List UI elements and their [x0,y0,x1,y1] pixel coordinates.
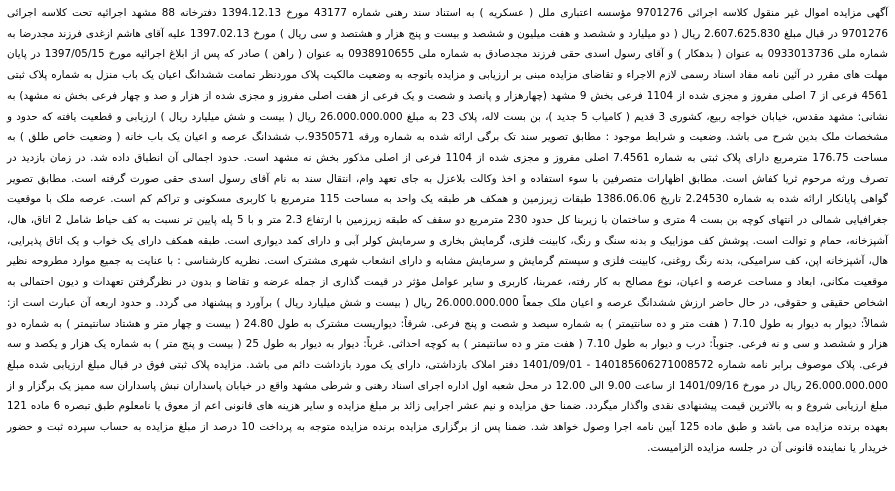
notice-body-text: آگهی مزایده اموال غیر منقول کلاسه اجرائی 9701276 مؤسسه اعتباری ملل ( عسکریه ) به استناد سند رهنی شماره 43177 مورخ 1394.12.13 دفترخانه 88 مشهد اجرائیه تحت کلاسه اجرائی 9701276 در قبال مبلغ 2.607.625.830 ریال ( دو میلیارد و ششصد و هفت میلیون و ششصد و بیست و پنج هزار و هشتصد و سی ریال ) مورخ 1397.02.13 علیه آقای هاشم ازغدی فرزند مجدرضا به شماره ملی 0933013736 به عنوان ( بدهکار ) و آقای رسول اسدی حقی فرزند مجدصادق به شماره ملی 0938910655 به عنوان ( راهن ) صادر که پس از ابلاغ اجرائیه مورخ 1397/05/15 در پایان مهلت های مقرر در آئین نامه مفاد اسناد رسمی لازم الاجراء و تقاضای مزایده مبنی بر ارزیابی و مزایده باتوجه به وضعیت مالکیت پلاک موردنظر تمامت ششدانگ اعیان یک باب منزل به شماره پلاک ثبتی 4561 فرعی از 7 اصلی مفروز و مجزی شده از 1104 فرعی بخش 9 مشهد (چهارهزار و پانصد و شصت و یک فرعی از هفت اصلی مفروز و مجزی شده از هزار و صد و چهار فرعی بخش نه مشهد) به نشانی: مشهد مقدس، خیابان خواجه ربیع، کشوری 3 قدیم ( کامیاب 5 جدید )، بن بست لاله، پلاک 23 به مبلغ 26.000.000.000 ریال ( بیست و شش میلیارد ریال ) ارزیابی و قطعیت یافته که حدود و مشخصات ملک بدین شرح می باشد. وضعیت و شرایط موجود : مطابق تصویر سند تک برگی ارائه شده به شماره ورقه 9350571.ب ششدانگ عرصه و اعیان یک باب خانه ( وضعیت خاص طلق ) به مساحت 176.75 مترمربع دارای پلاک ثبتی به شماره 7.4561 اصلی مفروز و مجزی شده از 1104 فرعی از اصلی مذکور بخش نه مشهد است. حدود اجمالی آن انطباق داده شد. در زمان بازدید در تصرف ورثه مرحوم ثریا کفاش است. مطابق اظهارات متصرفین با سوء استفاده و اخذ وکالت بلاعزل به جای تعهد وام، انتقال سند به نام آقای رسول اسدی حقی صورت گرفته است. مطابق تصویر گواهی پایانکار ارائه شده به شماره 2.24530 تاریخ 1386.06.06 طبقات زیرزمین و همکف هر طبقه یک واحد به مساحت 115 مترمربع با کاربری مسکونی و تراکم کم است. عرصه ملک با موقعیت جغرافیایی شمالی در انتهای کوچه بن بست 4 متری و ساختمان با زیربنا کل حدود 230 مترمربع دو سقف که طبقه زیرزمین با ارتفاع 2.3 متر و با 5 پله پایین تر نسبت به کف حیاط شامل 2 اتاق، هال، آشپزخانه، حمام و توالت است. پوشش کف موزاییک و بدنه سنگ و رنگ، کابینت فلزی، گرمایش بخاری و سرمایش کولر آبی و دارای کمد دیواری است. طبقه همکف دارای یک خواب و یک اتاق پذیرایی، هال، آشپزخانه اپن، کف سرامیکی، بدنه رنگ روغنی، کابینت فلزی و سیستم گرمایش و سرمایش مشابه و دارای انشعاب شهری مشترک است. نظریه کارشناسی : با عنایت به جمیع موارد مطروحه نظیر موقعیت مکانی، ابعاد و مساحت عرصه و اعیان، نوع مصالح به کار رفته، عمربنا، کاربری و سایر عوامل مؤثر در قیمت گذاری از جمله عرضه و تقاضا و بدون در نظرگرفتن تعهدات و دیون احتمالی به اشخاص حقیقی و حقوقی، در حال حاضر ارزش ششدانگ عرصه و اعیان ملک جمعاً 26.000.000.000 ریال ( بیست و شش میلیارد ریال ) برآورد و پیشنهاد می گردد. و حدود اربعه آن عبارت است از: شمالاً: دیوار به دیوار به طول 7.10 ( هفت متر و ده سانتیمتر ) به شماره سیصد و شصت و پنج فرعی. شرقاً: دیواریست مشترک به طول 24.80 ( بیست و چهار متر و هشتاد سانتیمتر ) به شماره دو هزار و ششصد و سی و نه فرعی. جنوباً: درب و دیوار به طول 7.10 ( هفت متر و ده سانتیمتر ) به کوچه احداثی. غرباً: دیوار به دیوار به طول 25 ( بیست و پنج متر ) به شماره یک هزار و یکصد و سه فرعی. پلاک موصوف برابر نامه شماره 140185606271008572 - 1401/09/01 دفتر املاک بازداشتی، دارای یک مورد بازداشت دائم می باشد. مزایده پلاک ثبتی فوق در قبال مبلغ ارزیابی شده مبلغ 26.000.000.000 ریال در مورخ 1401/09/16 از ساعت 9.00 الی 12.00 در محل شعبه اول اداره اجرای اسناد رهنی و شرطی مشهد واقع در خیابان پاسداران نبش پاسداران سه ممیز یک برگزار و از مبلغ ارزیابی شروع و به بالاترین قیمت پیشنهادی نقدی واگذار میگردد. ضمنا حق مزایده و نیم عشر اجرایی زائد بر مبلغ مزایده و سایر هزینه های قانونی اعم از معوق یا نامعلوم طبق تبصره 6 ماده 121 بعهده برنده مزایده می باشد و طبق ماده 125 آیین نامه اجرا وصول خواهد شد. ضمنا پس از برگزاری مزایده برنده مزایده متوجه به پرداخت 10 درصد از مبلغ مزایده به حساب سپرده ثبت و حضور خریدار یا نماینده قانونی آن در جلسه مزایده الزامیست. [7,7,889,454]
